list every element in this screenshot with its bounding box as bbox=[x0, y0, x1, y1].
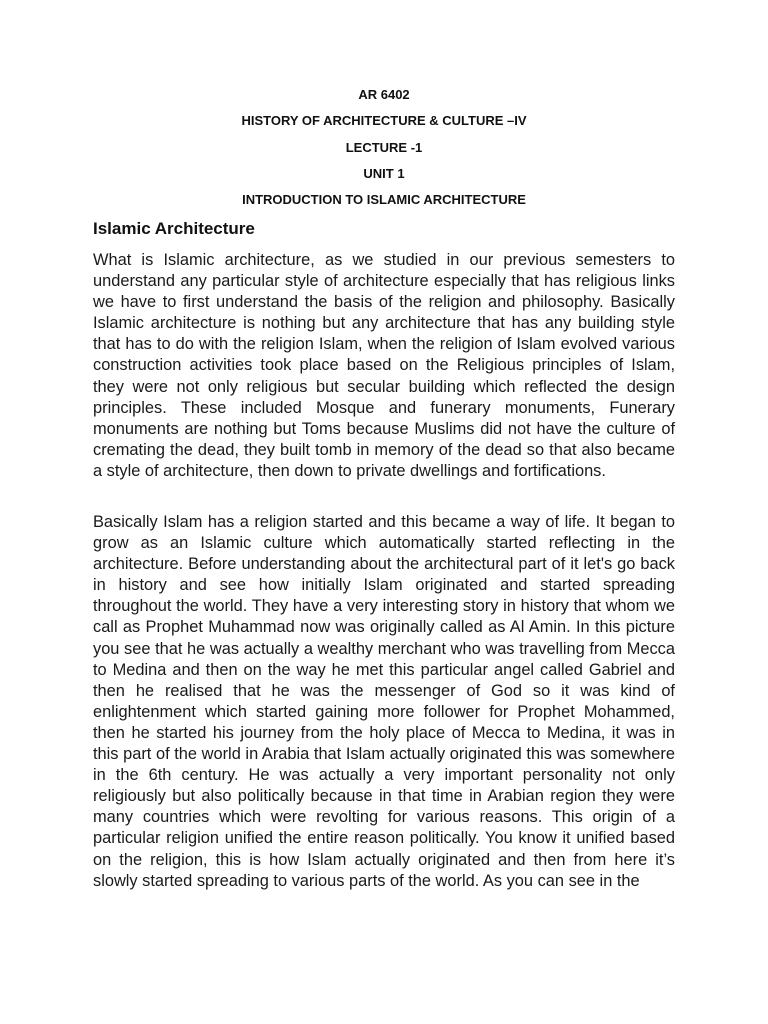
body-paragraph-1: What is Islamic architecture, as we studied in our previous semesters to understand any particular style of architecture especially that has religious links we have to first understand the basis of the religion and philosophy. Basically Islamic architecture is nothing but any architecture that has any building style that has to do with the religion Islam, when the religion of Islam evolved various construction activities took place based on the Religious principles of Islam, they were not only religious but secular building which reflected the design principles. These included Mosque and funerary monuments, Funerary monuments are nothing but Toms because Muslims did not have the culture of cremating the dead, they built tomb in memory of the dead so that also became a style of architecture, then down to private dwellings and fortifications. bbox=[93, 251, 675, 480]
section-heading: Islamic Architecture bbox=[93, 219, 255, 238]
lecture-number: LECTURE -1 bbox=[345, 140, 423, 155]
lecture-topic: INTRODUCTION TO ISLAMIC ARCHITECTURE bbox=[242, 192, 526, 207]
unit-number: UNIT 1 bbox=[363, 166, 405, 181]
course-code: AR 6402 bbox=[358, 87, 410, 102]
course-title: HISTORY OF ARCHITECTURE & CULTURE –IV bbox=[241, 113, 527, 128]
body-paragraph-2: Basically Islam has a religion started and this became a way of life. It began to grow as an Islamic culture which automatically started reflecting in the architecture. Before understanding about the architectural part of it let's go back in history and see how initially Islam originated and started spreading throughout the world. They have a very interesting story in history that whom we call as Prophet Muhammad now was originally called as Al Amin. In this picture you see that he was actually a wealthy merchant who was travelling from Mecca to Medina and then on the way he met this particular angel called Gabriel and then he realised that he was the messenger of God so it was kind of enlightenment which started gaining more follower for Prophet Mohammed, then he started his journey from the holy place of Mecca to Medina, it was in this part of the world in Arabia that Islam actually originated this was somewhere in the 6th century. He was actually a very important personality not only religiously but also politically because in that time in Arabian region they were many countries which were revolting for various reasons. This origin of a particular religion unified the entire reason politically. You know it unified based on the religion, this is how Islam actually originated and then from here it’s slowly started spreading to various parts of the world. As you can see in the bbox=[93, 513, 675, 890]
